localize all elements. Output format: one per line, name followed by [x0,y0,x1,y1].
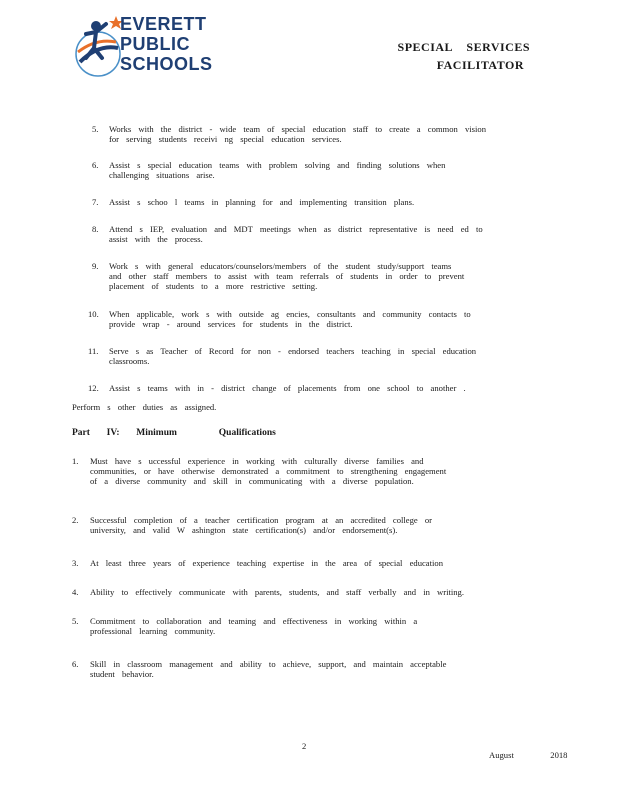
item-number: 5. [92,124,99,134]
other-duties-text: Perform s other duties as assigned. [72,402,217,412]
page-number: 2 [302,741,307,751]
item-number: 5. [72,616,79,626]
item-text-line: professional learning community. [90,626,216,636]
item-number: 3. [72,558,79,568]
logo-line-2: PUBLIC [120,34,190,54]
item-text-line: Serve s as Teacher of Record for non - endorsed teachers teaching in special education [109,346,477,356]
district-logo [72,12,242,84]
item-text-line: Assist s special education teams with problem solving and finding solutions when [109,160,446,170]
item-text-line: of a diverse community and skill in communicating with a diverse population. [90,476,414,486]
document-title [398,38,530,74]
item-text-line: university, and valid W ashington state certification(s) and/or endorsement(s). [90,525,398,535]
footer-date: August 2018 [489,750,568,760]
item-text-line: for serving students receivi ng special education services. [109,134,342,144]
logo-line-3: SCHOOLS [120,54,213,74]
item-number: 10. [88,309,99,319]
item-number: 11. [88,346,99,356]
logo-figure-icon [72,12,122,82]
item-text-line: Work s with general educators/counselors/members of the student study/support teams [109,261,452,271]
item-number: 9. [92,261,99,271]
item-text-line: and other staff members to assist with team referrals of students in order to prevent [109,271,465,281]
item-text-line: classrooms. [109,356,150,366]
item-text-line: Ability to effectively communicate with parents, students, and staff verbally and in writing. [90,587,464,597]
item-number: 12. [88,383,99,393]
section-heading-part-iv: Part IV: Minimum Qualifications [72,428,276,438]
title-line-2: FACILITATOR [436,58,524,72]
item-text-line: Skill in classroom management and ability to achieve, support, and maintain acceptable [90,659,447,669]
item-number: 7. [92,197,99,207]
item-text-line: When applicable, work s with outside ag encies, consultants and community contacts to [109,309,471,319]
item-text-line: Successful completion of a teacher certification program at an accredited college or [90,515,433,525]
title-line-1: SPECIAL SERVICES [397,40,530,54]
logo-line-1: EVERETT [120,14,207,34]
item-text-line: At least three years of experience teaching expertise in the area of special education [90,558,443,568]
item-text-line: Works with the district - wide team of special education staff to create a common vision [109,124,486,134]
item-text-line: Commitment to collaboration and teaming and effectiveness in working within a [90,616,418,626]
item-number: 1. [72,456,79,466]
item-text-line: Attend s IEP, evaluation and MDT meetings when as district representative is need ed to [109,224,483,234]
item-text-line: Must have s uccessful experience in working with culturally diverse families and [90,456,424,466]
item-text-line: communities, or have otherwise demonstrated a commitment to strengthening engagement [90,466,447,476]
item-number: 2. [72,515,79,525]
item-text-line: Assist s schoo l teams in planning for and implementing transition plans. [109,197,415,207]
item-number: 6. [72,659,79,669]
item-number: 8. [92,224,99,234]
item-number: 4. [72,587,79,597]
item-text-line: Assist s teams with in - district change of placements from one school to another . [109,383,466,393]
item-text-line: student behavior. [90,669,154,679]
item-text-line: provide wrap - around services for students in the district. [109,319,353,329]
other-duties-line [72,402,216,412]
item-text-line: placement of students to a more restrictive setting. [109,281,318,291]
logo-wordmark [120,14,213,74]
item-text-line: assist with the process. [109,234,203,244]
item-number: 6. [92,160,99,170]
item-text-line: challenging situations arise. [109,170,215,180]
